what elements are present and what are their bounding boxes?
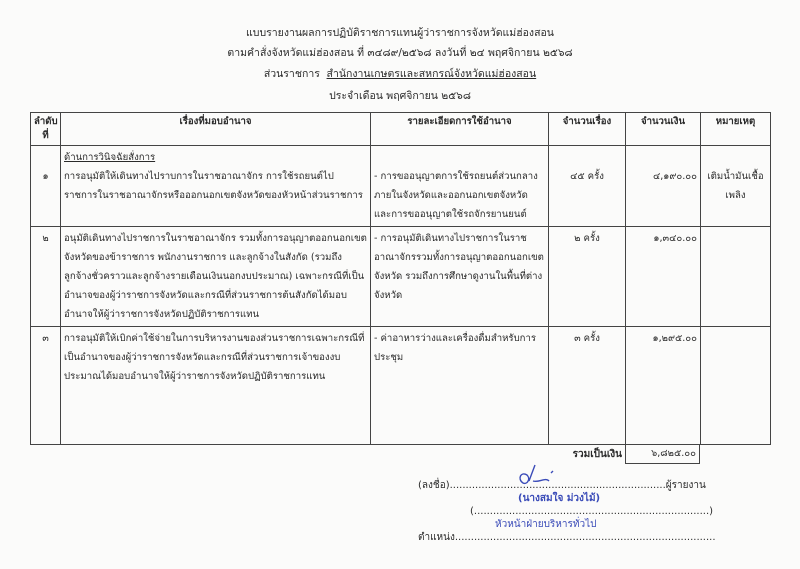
report-body [30, 112, 770, 544]
row-subject [61, 146, 371, 227]
table-row [31, 327, 771, 445]
subject-text: การอนุมัติให้เดินทางไปราบการในราชอาณาจักร การใช้รถยนต์ไปราชการในราชอาณาจักรหรือออกนอกเขตจังหวัดของหัวหน้าส่วนราชการ [64, 171, 363, 201]
handwritten-signature [515, 463, 560, 487]
col-no: ลำดับที่ [31, 113, 61, 146]
row-remark: เติมน้ำมันเชื้อเพลิง [701, 146, 771, 227]
row-count: ๒ ครั้ง [549, 227, 626, 327]
agency-line [0, 67, 800, 81]
agency-label: ส่วนราชการ [263, 68, 320, 80]
signature-line [418, 479, 770, 492]
name-line: (..........................................................................) [470, 506, 714, 517]
col-subject: เรื่องที่มอบอำนาจ [61, 113, 371, 146]
signer-position: หัวหน้าฝ่ายบริหารทั่วไป [495, 519, 597, 530]
col-detail: รายละเอียดการใช้อำนาจ [371, 113, 549, 146]
signature-block [418, 479, 770, 544]
row-subject: อนุมัติเดินทางไปราชการในราชอาณาจักร รวมทั้งการอนุญาตออกนอกเขตจังหวัดของข้าราชการ พนักงานราชการ และลูกจ้างในสังกัด (รวมถึงลูกจ้างชั่วคราวและลูกจ้างรายเดือนเงินนอกงบประมาณ) เฉพาะกรณีที่เป็นอำนาจของผู้ว่าราชการจังหวัดและกรณีที่ส่วนราชการต้นสังกัดได้มอบอำนาจให้ผู้ว่าราชการจังหวัดปฏิบัติราชการแทน [61, 227, 371, 327]
section-heading: ด้านการวินิจฉัยสั่งการ [64, 152, 156, 163]
row-amount: ๑,๓๔๐.๐๐ [626, 227, 701, 327]
col-remark: หมายเหตุ [701, 113, 771, 146]
reporter-label: ผู้รายงาน [665, 480, 706, 491]
table-header [31, 113, 771, 146]
report-title: แบบรายงานผลการปฏิบัติราชการแทนผู้ว่าราชการจังหวัดแม่ฮ่องสอน [246, 27, 554, 39]
table-row [31, 227, 771, 327]
row-remark [701, 227, 771, 327]
row-count: ๓ ครั้ง [549, 327, 626, 445]
col-amount: จำนวนเงิน [626, 113, 701, 146]
table-row [31, 146, 771, 227]
col-count: จำนวนเรื่อง [549, 113, 626, 146]
row-subject: การอนุมัติให้เบิกค่าใช้จ่ายในการบริหารงานของส่วนราชการเฉพาะกรณีที่เป็นอำนาจของผู้ว่าราชการจังหวัดและกรณีที่ส่วนราชการเจ้าของงบประมาณได้มอบอำนาจให้ผู้ว่าราชการจังหวัดปฏิบัติราชการแทน [61, 327, 371, 445]
row-amount: ๔,๑๙๐.๐๐ [626, 146, 701, 227]
row-no: ๒ [31, 227, 61, 327]
signer-name: (นางสมใจ ม่วงไม้) [518, 493, 601, 504]
position-line: ตำแหน่ง.................................................................................. [418, 532, 716, 543]
row-detail: - การขออนุญาตการใช้รถยนต์ส่วนกลางภายในจังหวัดและออกนอกเขตจังหวัด และการขออนุญาตใช้รถจักรยานยนต์ [371, 146, 549, 227]
row-detail: - ค่าอาหารว่างและเครื่องดื่มสำหรับการประชุม [371, 327, 549, 445]
row-count: ๔๕ ครั้ง [549, 146, 626, 227]
delegation-report-table [30, 112, 771, 445]
total-amount: ๖,๘๒๕.๐๐ [625, 445, 700, 464]
agency-name: สำนักงานเกษตรและสหกรณ์จังหวัดแม่ฮ่องสอน [326, 68, 537, 80]
total-label: รวมเป็นเงิน [572, 449, 622, 460]
total-row [548, 445, 770, 465]
order-reference: ตามคำสั่งจังหวัดแม่ฮ่องสอน ที่ ๓๔๘๙/๒๕๖๘ ลงวันที่ ๒๔ พฤศจิกายน ๒๕๖๘ [227, 47, 573, 59]
row-amount: ๑,๒๙๕.๐๐ [626, 327, 701, 445]
row-no: ๑ [31, 146, 61, 227]
report-month: ประจำเดือน พฤศจิกายน ๒๕๖๘ [329, 90, 471, 102]
row-no: ๓ [31, 327, 61, 445]
sign-label: (ลงชื่อ).................................................................... [418, 480, 666, 491]
row-detail: - การอนุมัติเดินทางไปราชการในราชอาณาจักรรวมทั้งการอนุญาตออกนอกเขตจังหวัด รวมถึงการศึกษาดูงานในพื้นที่ต่างจังหวัด [371, 227, 549, 327]
row-remark [701, 327, 771, 445]
